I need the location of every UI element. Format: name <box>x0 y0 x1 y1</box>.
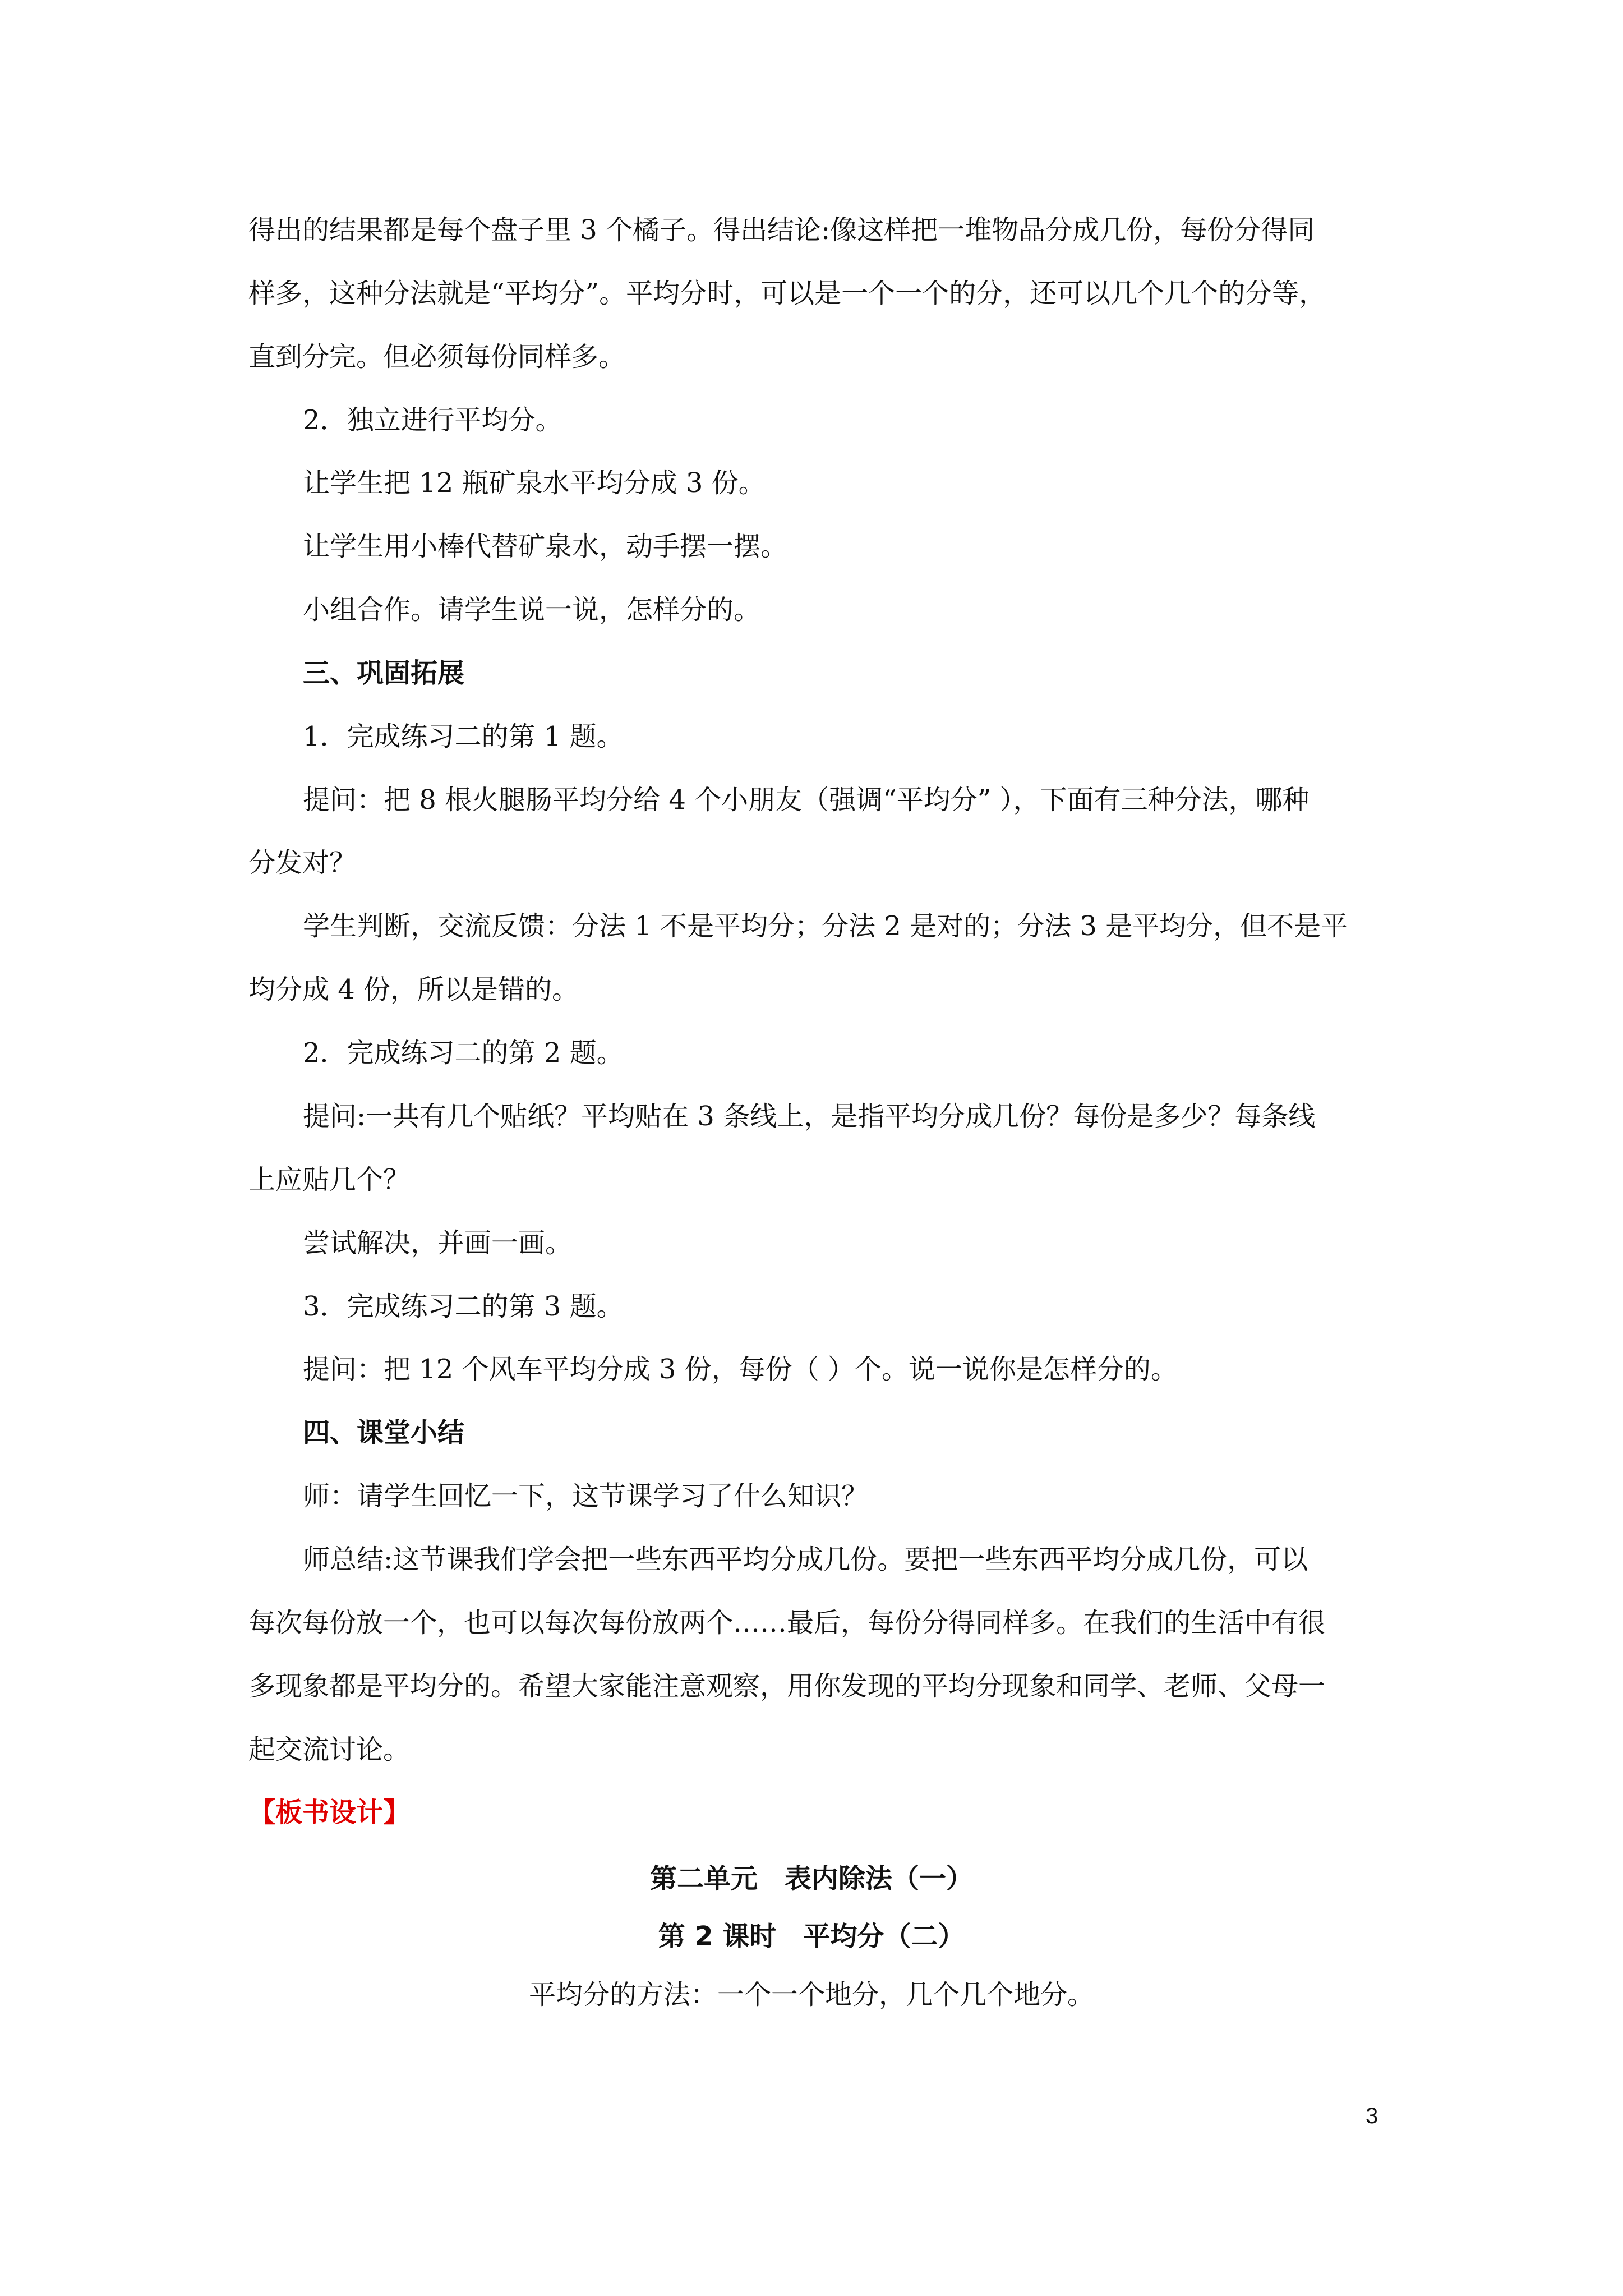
paragraph-line: 样多，这种分法就是“平均分”。平均分时，可以是一个一个的分，还可以几个几个的分等， <box>248 278 1326 309</box>
paragraph-line: 分发对？ <box>248 847 357 878</box>
paragraph-line: 3．完成练习二的第 3 题。 <box>303 1291 624 1322</box>
board-title: 第二单元 表内除法（一） <box>649 1863 973 1894</box>
paragraph-line: 上应贴几个？ <box>248 1164 411 1195</box>
paragraph-line: 提问：把 8 根火腿肠平均分给 4 个小朋友（强调“平均分” ），下面有三种分法，哪种 <box>303 784 1310 816</box>
section-heading: 四、课堂小结 <box>303 1417 465 1448</box>
paragraph-line: 小组合作。请学生说一说，怎样分的。 <box>303 594 761 625</box>
paragraph-line: 提问：把 12 个风车平均分成 3 份，每份（ ）个。说一说你是怎样分的。 <box>303 1354 1178 1385</box>
paragraph-line: 每次每份放一个，也可以每次每份放两个……最后，每份分得同样多。在我们的生活中有很 <box>248 1607 1326 1639</box>
paragraph-line: 让学生用小棒代替矿泉水，动手摆一摆。 <box>303 531 788 562</box>
paragraph-line: 2．独立进行平均分。 <box>303 404 562 436</box>
paragraph-line: 起交流讨论。 <box>248 1734 411 1765</box>
paragraph-line: 让学生把 12 瓶矿泉水平均分成 3 份。 <box>303 467 766 499</box>
paragraph-line: 学生判断，交流反馈：分法 1 不是平均分；分法 2 是对的；分法 3 是平均分，但不是平 <box>303 910 1348 942</box>
section-heading: 三、巩固拓展 <box>303 657 465 689</box>
paragraph-line: 1．完成练习二的第 1 题。 <box>303 721 624 752</box>
board-design-heading: 【板书设计】 <box>248 1797 411 1828</box>
board-subtitle: 第 2 课时 平均分（二） <box>658 1921 965 1952</box>
paragraph-line: 直到分完。但必须每份同样多。 <box>248 341 626 372</box>
paragraph-line: 师：请学生回忆一下，这节课学习了什么知识？ <box>303 1480 869 1512</box>
paragraph-line: 均分成 4 份，所以是错的。 <box>248 974 579 1005</box>
paragraph-line: 提问:一共有几个贴纸？平均贴在 3 条线上，是指平均分成几份？每份是多少？每条线 <box>303 1101 1316 1132</box>
page-number: 3 <box>1366 2104 1378 2128</box>
board-body: 平均分的方法：一个一个地分，几个几个地分。 <box>528 1979 1094 2010</box>
paragraph-line: 多现象都是平均分的。希望大家能注意观察，用你发现的平均分现象和同学、老师、父母一 <box>248 1671 1326 1702</box>
paragraph-line: 师总结:这节课我们学会把一些东西平均分成几份。要把一些东西平均分成几份，可以 <box>303 1544 1308 1575</box>
paragraph-line: 尝试解决，并画一画。 <box>303 1227 573 1259</box>
paragraph-line: 得出的结果都是每个盘子里 3 个橘子。得出结论:像这样把一堆物品分成几份，每份分得同 <box>248 214 1315 246</box>
paragraph-line: 2．完成练习二的第 2 题。 <box>303 1037 624 1069</box>
